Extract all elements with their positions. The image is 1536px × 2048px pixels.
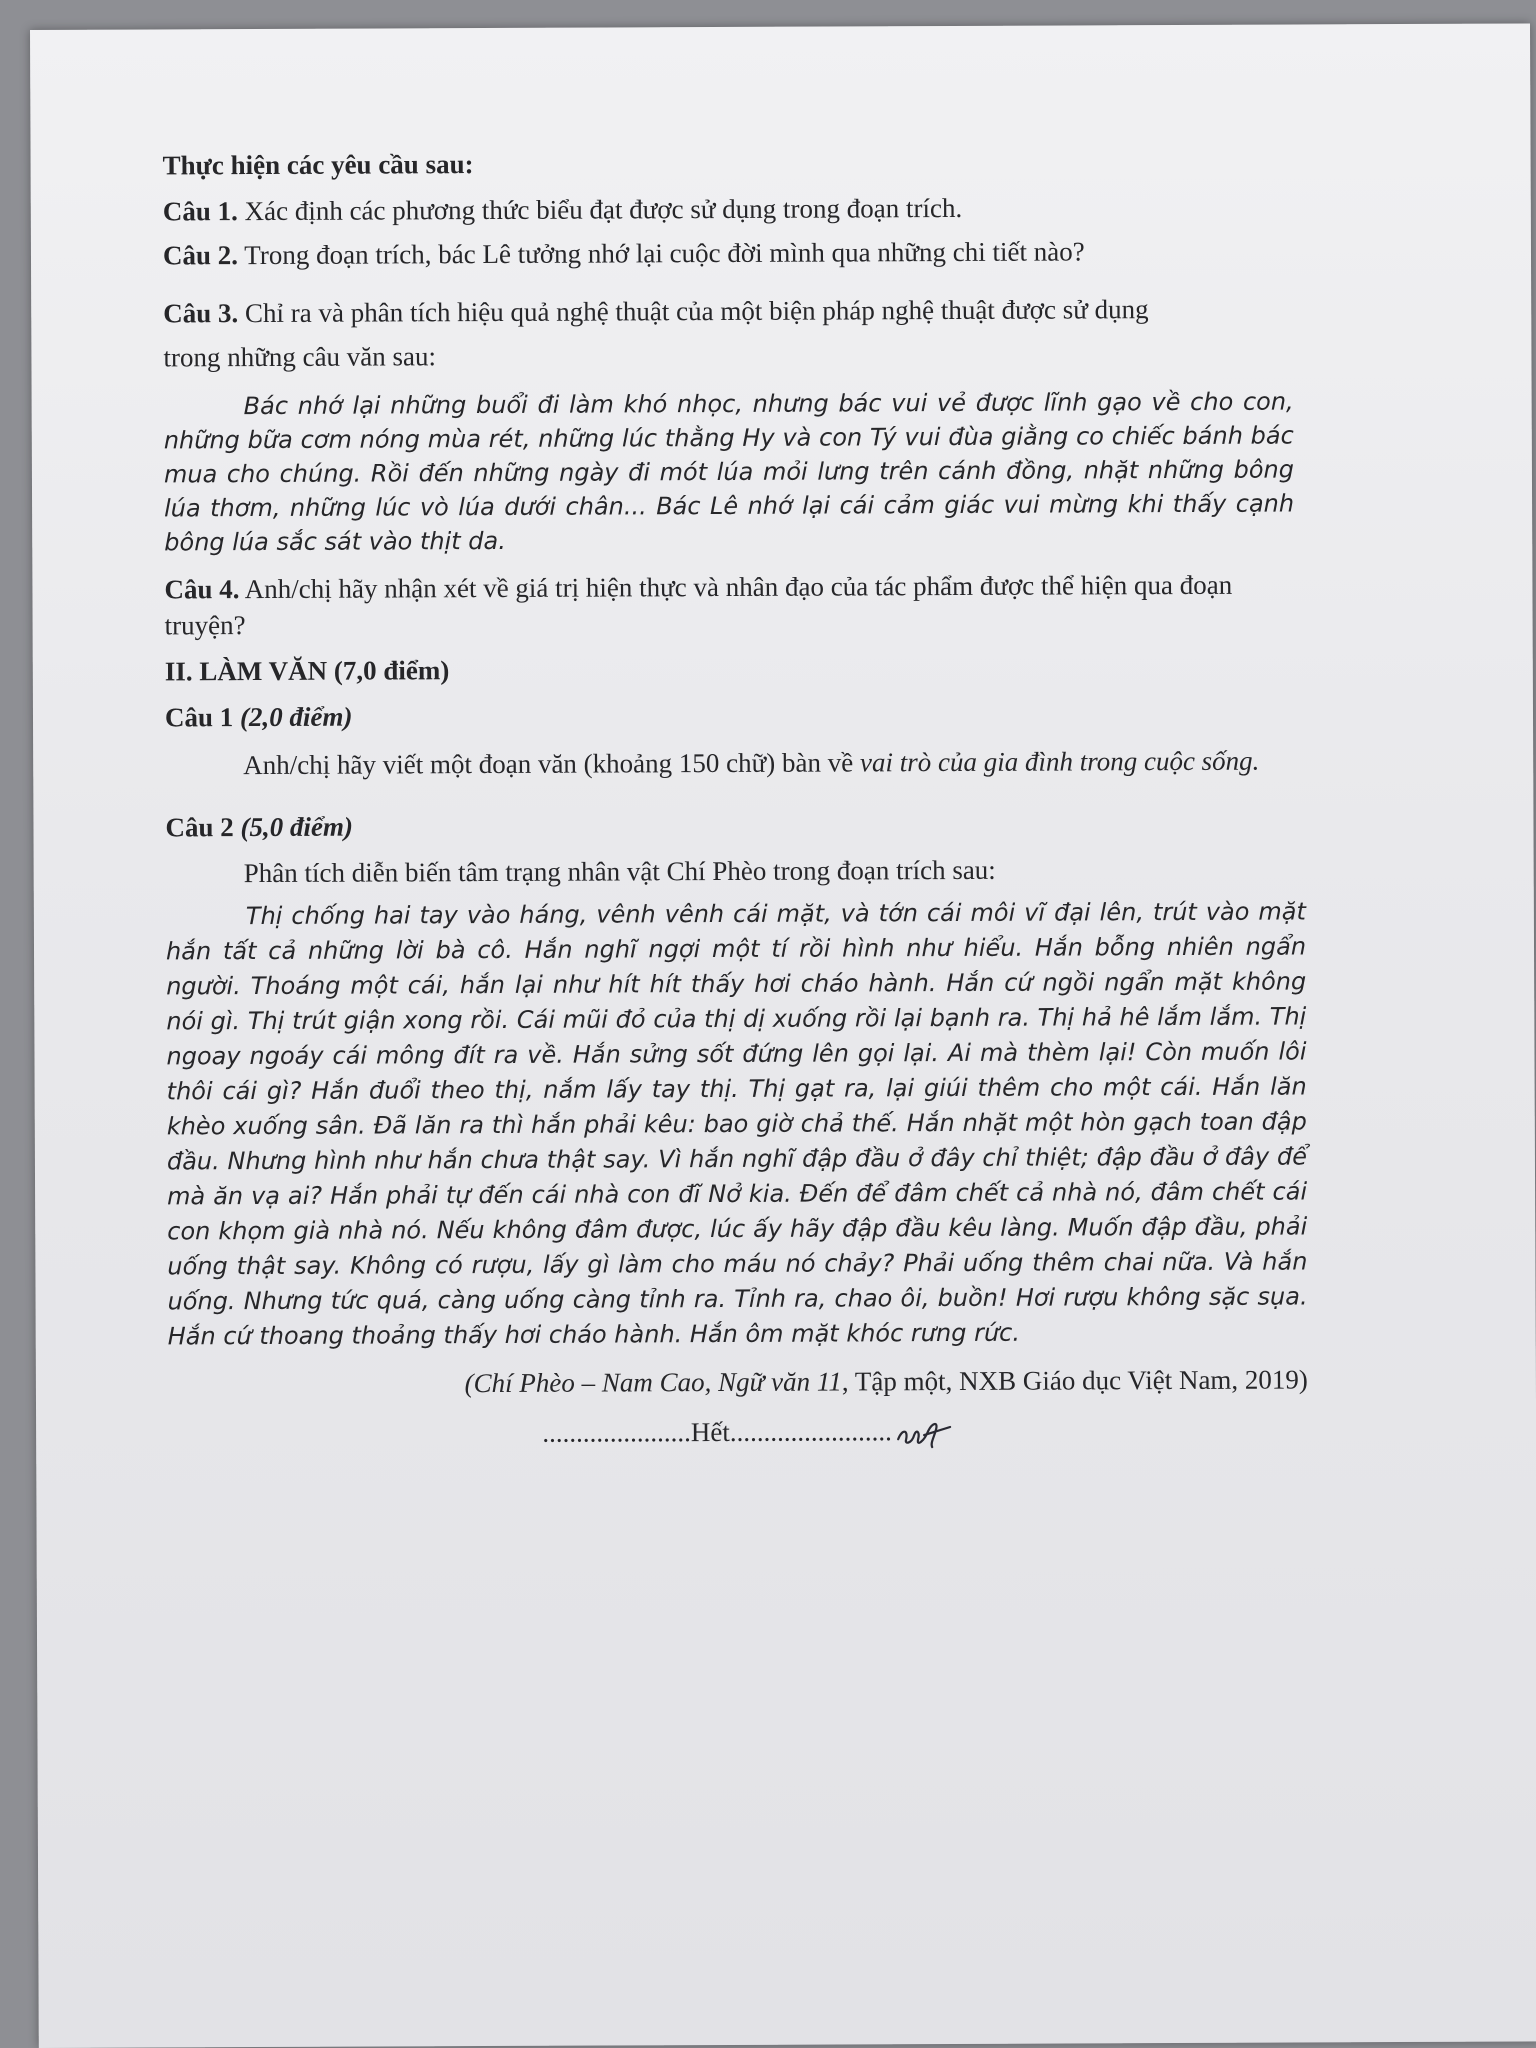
end-marker-left-dots: ...................... [542,1417,691,1448]
question-2-label: Câu 2. [162,240,239,271]
question-4-label: Câu 4. [164,574,240,605]
question-1-label: Câu 1. [162,196,238,227]
essay-question-1-task-topic: vai trò của gia đình trong cuộc sống. [859,745,1260,778]
essay-question-1-label: Câu 1 [164,702,241,733]
question-1-text: Xác định các phương thức biểu đạt được sử dụng trong đoạn trích. [237,192,963,227]
end-marker-text: Hết [690,1416,730,1448]
source-citation [168,1361,1308,1402]
exam-content [163,142,1309,1454]
question-3-label: Câu 3. [163,298,239,329]
essay-question-1-task [165,742,1305,783]
essay-question-2-heading [165,804,1305,845]
end-marker [168,1411,1308,1454]
source-citation-title: (Chí Phèo – Nam Cao, Ngữ văn 11 [464,1366,842,1399]
source-citation-publisher: , Tập một, NXB Giáo dục Việt Nam, 2019) [841,1364,1308,1397]
question-4-text: Anh/chị hãy nhận xét về giá trị hiện thực và nhân đạo của tác phẩm được thể hiện qua đoạn truyện? [164,569,1233,641]
question-3-text-line2: trong những câu văn sau: [163,341,437,373]
end-marker-right-dots: ........................ [729,1416,892,1447]
essay-question-1-heading [165,694,1305,735]
question-2 [163,232,1303,273]
essay-question-2-points: (5,0 điểm) [240,811,354,843]
essay-question-1-task-text: Anh/chị hãy viết một đoạn văn (khoảng 150 chữ) bàn về [243,747,861,781]
quoted-passage-text: Bác nhớ lại những buổi đi làm khó nhọc, nhưng bác vui vẻ được lĩnh gạo về cho con, những bữa cơm nóng mùa rét, những lúc thằng Hy và con Tý vui đùa giằng co chiếc bánh bác mua cho chúng. Rồi đến những ngày đi mót lúa mỏi lưng trên cánh đồng, nhặt những bông lúa thơm, những lúc vò lúa dưới chân... Bác Lê nhớ lại cái cảm giác vui mừng khi thấy cạnh bông lúa sắc sát vào thịt da. [163,387,1295,557]
question-2-text: Trong đoạn trích, bác Lê tưởng nhớ lại cuộc đời mình qua những chi tiết nào? [237,236,1085,271]
requirements-title: Thực hiện các yêu cầu sau: [162,149,474,181]
quoted-passage [164,384,1305,559]
chi-pheo-excerpt [166,894,1308,1354]
handwritten-signature-icon [894,1417,954,1451]
question-1 [163,188,1303,229]
essay-question-2-label: Câu 2 [165,812,241,843]
essay-question-2-task: Phân tích diễn biến tâm trạng nhân vật Chí Phèo trong đoạn trích sau: [243,854,996,889]
essay-question-1-points: (2,0 điểm) [239,701,353,733]
chi-pheo-excerpt-text: Thị chống hai tay vào háng, vênh vênh cái mặt, và tớn cái môi vĩ đại lên, trút vào mặt hắn tất cả những lời bà cô. Hắn nghĩ ngợi một tí rồi hình như hiểu. Hắn bỗng nhiên ngẩn người. Thoáng một cái, hắn lại như hít hít thấy hơi cháo hành. Hắn cứ ngồi ngẩn mặt không nói gì. Thị trút giận xong rồi. Cái mũi đỏ của thị dị xuống rồi lại bạnh ra. Thị hả hê lắm lắm. Thị ngoay ngoáy cái mông đít ra về. Hắn sửng sốt đứng lên gọi lại. Ai mà thèm lại! Còn muốn lôi thôi cái gì? Hắn đuổi theo thị, nắm lấy tay thị. Thị gạt ra, lại giúi thêm cho một cái. Hắn lăn khèo xuống sân. Đã lăn ra thì hắn phải kêu: bao giờ chả thế. Hắn nhặt một hòn gạch toan đập đầu. Nhưng hình như hắn chưa thật say. Vì hắn nghĩ đập đầu ở đây chỉ thiệt; đập đầu ở đây để mà ăn vạ ai? Hắn phải tự đến cái nhà con đĩ Nở kia. Đến để đâm chết cả nhà nó, đâm chết cái con khọm già nhà nó. Nếu không đâm được, lúc ấy hãy đập đầu kêu làng. Muốn đập đầu, phải uống thật say. Không có rượu, lấy gì làm cho máu nó chảy? Phải uống thêm chai nữa. Và hắn uống. Nhưng tức quá, càng uống càng tỉnh ra. Tỉnh ra, chao ôi, buồn! Hơi rượu không sặc sụa. Hắn cứ thoang thoảng thấy hơi cháo hành. Hắn ôm mặt khóc rưng rức. [165,897,1308,1351]
question-3-text-line1: Chỉ ra và phân tích hiệu quả nghệ thuật của một biện pháp nghệ thuật được sử dụng [238,294,1149,329]
question-3 [163,290,1303,375]
question-4 [164,566,1304,643]
section-2-title: II. LÀM VĂN (7,0 điểm) [164,655,450,687]
exam-paper-sheet [30,23,1536,2048]
